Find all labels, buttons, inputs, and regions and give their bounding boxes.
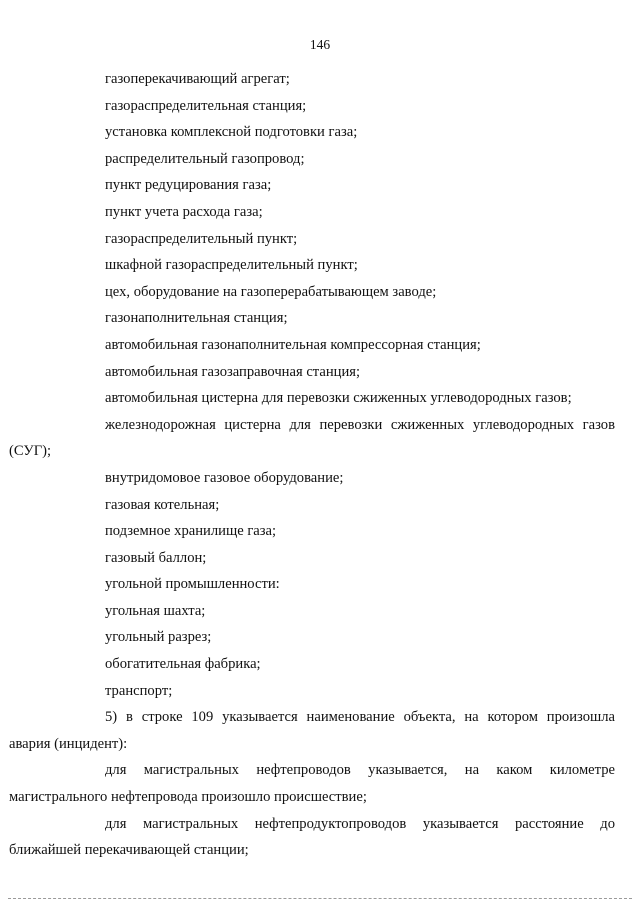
paragraph-item-5 bbox=[9, 704, 615, 757]
scan-edge-line bbox=[8, 898, 632, 899]
document-body bbox=[9, 66, 615, 864]
list-item: автомобильная газонаполнительная компрессорная станция; bbox=[105, 336, 481, 353]
list-item: газовый баллон; bbox=[105, 549, 207, 566]
list-item: обогатительная фабрика; bbox=[105, 656, 261, 673]
list-item: газовая котельная; bbox=[105, 496, 220, 513]
list-item: цех, оборудование на газоперерабатывающем заводе; bbox=[105, 283, 437, 300]
paragraph-oil-pipelines bbox=[9, 757, 615, 810]
list-item: внутридомовое газовое оборудование; bbox=[105, 469, 344, 486]
paragraph-first-line: для магистральных нефтепродуктопроводов указывается расстояние до bbox=[105, 815, 615, 832]
paragraph-product-pipelines bbox=[9, 811, 615, 864]
list-item: газоперекачивающий агрегат; bbox=[105, 71, 290, 87]
paragraph-first-line: железнодорожная цистерна для перевозки сжиженных углеводородных газов bbox=[105, 416, 615, 433]
list-item: автомобильная цистерна для перевозки сжиженных углеводородных газов; bbox=[105, 390, 572, 407]
list-item: газораспределительный пункт; bbox=[105, 230, 298, 247]
list-item: подземное хранилище газа; bbox=[105, 523, 277, 540]
list-item: угольная шахта; bbox=[105, 602, 206, 619]
paragraph-continuation: ближайшей перекачивающей станции; bbox=[9, 842, 249, 859]
list-item: газораспределительная станция; bbox=[105, 97, 307, 114]
list-item: угольной промышленности: bbox=[105, 576, 280, 593]
paragraph-continuation: (СУГ); bbox=[9, 443, 52, 460]
list-item: распределительный газопровод; bbox=[105, 150, 305, 167]
list-item: автомобильная газозаправочная станция; bbox=[105, 363, 361, 380]
paragraph-first-line: 5) в строке 109 указывается наименование объекта, на котором произошла bbox=[105, 709, 615, 726]
paragraph-first-line: для магистральных нефтепроводов указывается, на каком километре bbox=[105, 762, 615, 779]
paragraph-continuation: магистрального нефтепровода произошло происшествие; bbox=[9, 789, 367, 806]
paragraph-continuation: авария (инцидент): bbox=[9, 735, 128, 752]
list-item: пункт редуцирования газа; bbox=[105, 177, 272, 194]
list-item: установка комплексной подготовки газа; bbox=[105, 124, 358, 141]
list-item: шкафной газораспределительный пункт; bbox=[105, 257, 358, 274]
list-item: угольный разрез; bbox=[105, 629, 212, 646]
list-item: пункт учета расхода газа; bbox=[105, 203, 263, 220]
list-item: газонаполнительная станция; bbox=[105, 310, 288, 327]
page-number: 146 bbox=[309, 37, 331, 52]
list-item: транспорт; bbox=[105, 682, 173, 699]
paragraph-sug bbox=[9, 412, 615, 465]
